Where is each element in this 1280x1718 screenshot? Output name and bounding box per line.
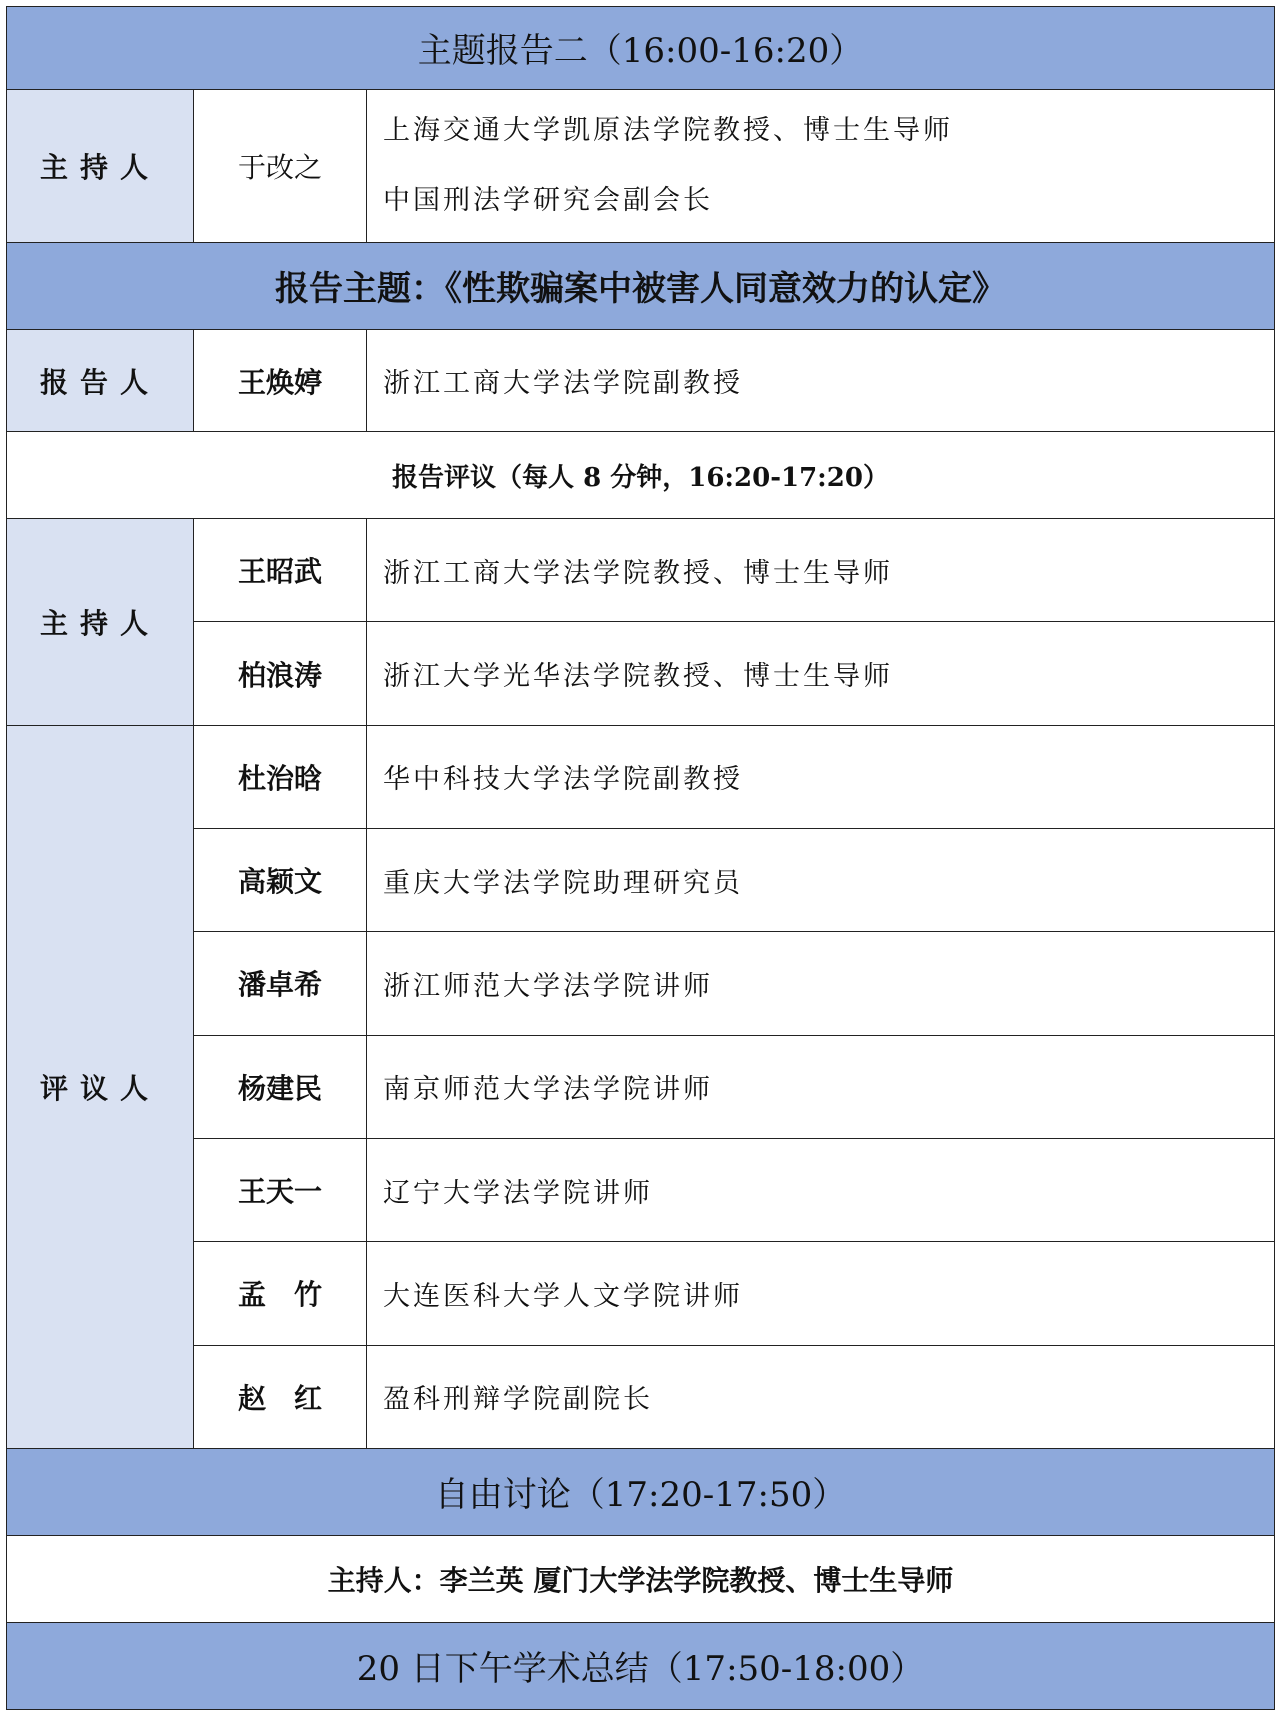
comment-host-name: 柏浪涛 (194, 622, 367, 725)
free-discussion-host: 主持人：李兰英 厦门大学法学院教授、博士生导师 (7, 1535, 1275, 1622)
commentator-name: 杨建民 (194, 1035, 367, 1138)
commentator-affiliation: 浙江师范大学法学院讲师 (367, 932, 1275, 1035)
schedule-table (6, 6, 1275, 1710)
commentator-name: 高颖文 (194, 829, 367, 932)
commentator-affiliation: 辽宁大学法学院讲师 (367, 1138, 1275, 1241)
reporter-name: 王焕婷 (194, 329, 367, 431)
report-topic: 报告主题：《性欺骗案中被害人同意效力的认定》 (7, 242, 1275, 329)
commentator-name: 赵 红 (194, 1345, 367, 1448)
commentator-name: 杜治晗 (194, 725, 367, 828)
commentator-role-label: 评议人 (7, 725, 194, 1448)
commentator-affiliation: 华中科技大学法学院副教授 (367, 725, 1275, 828)
commentator-name: 潘卓希 (194, 932, 367, 1035)
comment-host-affiliation: 浙江大学光华法学院教授、博士生导师 (367, 622, 1275, 725)
host-affiliation-line: 上海交通大学凯原法学院教授、博士生导师 (383, 114, 953, 146)
session-title: 主题报告二（16:00-16:20） (7, 7, 1275, 90)
host-affiliation-line: 中国刑法学研究会副会长 (383, 184, 713, 216)
host-name: 于改之 (194, 89, 367, 242)
comment-host-role-label: 主持人 (7, 519, 194, 726)
host-affiliation (367, 89, 1275, 242)
commentator-affiliation: 南京师范大学法学院讲师 (367, 1035, 1275, 1138)
commentator-affiliation: 盈科刑辩学院副院长 (367, 1345, 1275, 1448)
comment-host-affiliation: 浙江工商大学法学院教授、博士生导师 (367, 519, 1275, 622)
commentator-affiliation: 重庆大学法学院助理研究员 (367, 829, 1275, 932)
free-discussion-title: 自由讨论（17:20-17:50） (7, 1448, 1275, 1535)
host-role-label: 主持人 (7, 89, 194, 242)
commentator-name: 孟 竹 (194, 1242, 367, 1345)
commentator-affiliation: 大连医科大学人文学院讲师 (367, 1242, 1275, 1345)
summary-title: 20 日下午学术总结（17:50-18:00） (7, 1622, 1275, 1709)
comment-session-title: 报告评议（每人 8 分钟，16:20-17:20） (7, 432, 1275, 519)
reporter-role-label: 报告人 (7, 329, 194, 431)
commentator-name: 王天一 (194, 1138, 367, 1241)
comment-host-name: 王昭武 (194, 519, 367, 622)
reporter-affiliation: 浙江工商大学法学院副教授 (367, 329, 1275, 431)
